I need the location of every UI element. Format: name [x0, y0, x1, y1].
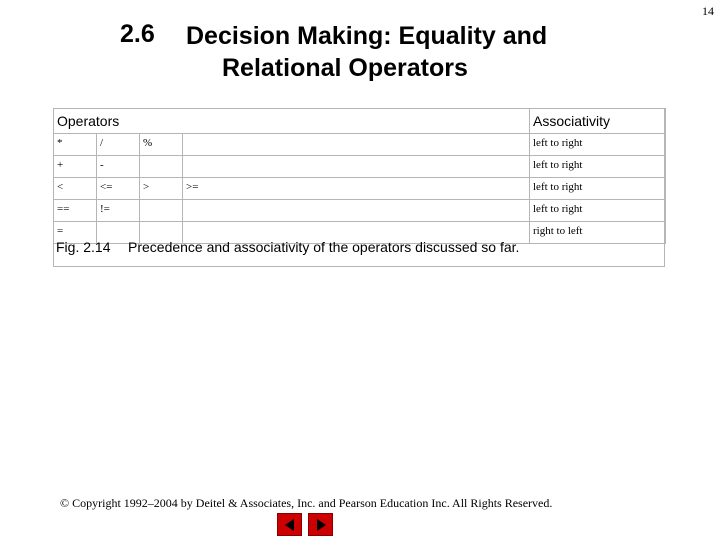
- table-row: [54, 178, 666, 200]
- copyright-notice: © Copyright 1992–2004 by Deitel & Associates, Inc. and Pearson Education Inc. All Rights Reserved.: [60, 496, 553, 510]
- operator-cell: [140, 156, 183, 178]
- associativity-cell: left to right: [530, 156, 666, 178]
- slide-navigation: [277, 513, 333, 536]
- operator-cell: !=: [97, 200, 140, 222]
- operator-cell: =: [54, 222, 97, 244]
- page-number: 14: [702, 4, 714, 18]
- section-number: 2.6: [120, 20, 155, 48]
- title-line-2: Relational Operators: [222, 54, 468, 82]
- operator-cell: [183, 134, 530, 156]
- table-row: [54, 134, 666, 156]
- operator-cell: <: [54, 178, 97, 200]
- figure-caption-text: Precedence and associativity of the operators discussed so far.: [128, 239, 520, 255]
- next-slide-button[interactable]: [308, 513, 333, 536]
- operator-precedence-table: [53, 108, 666, 244]
- associativity-cell: right to left: [530, 222, 666, 244]
- operator-cell: ==: [54, 200, 97, 222]
- operator-cell: <=: [97, 178, 140, 200]
- operator-cell: -: [97, 156, 140, 178]
- operator-table-frame: [53, 108, 665, 267]
- operator-cell: %: [140, 134, 183, 156]
- triangle-right-icon: [314, 518, 328, 532]
- operator-cell: [183, 156, 530, 178]
- associativity-cell: left to right: [530, 200, 666, 222]
- operators-header: Operators: [54, 109, 530, 134]
- associativity-cell: left to right: [530, 178, 666, 200]
- operator-cell: >=: [183, 178, 530, 200]
- table-row: [54, 156, 666, 178]
- operator-cell: >: [140, 178, 183, 200]
- operator-cell: /: [97, 134, 140, 156]
- operator-cell: [183, 200, 530, 222]
- figure-caption: [56, 239, 519, 255]
- title-line-1: Decision Making: Equality and: [186, 22, 548, 50]
- operator-cell: [140, 200, 183, 222]
- previous-slide-button[interactable]: [277, 513, 302, 536]
- table-header-row: [54, 109, 666, 134]
- operator-cell: +: [54, 156, 97, 178]
- slide-title: [186, 20, 626, 84]
- figure-label: Fig. 2.14: [56, 239, 111, 255]
- operator-cell: *: [54, 134, 97, 156]
- triangle-left-icon: [283, 518, 297, 532]
- table-row: [54, 200, 666, 222]
- associativity-cell: left to right: [530, 134, 666, 156]
- associativity-header: Associativity: [530, 109, 666, 134]
